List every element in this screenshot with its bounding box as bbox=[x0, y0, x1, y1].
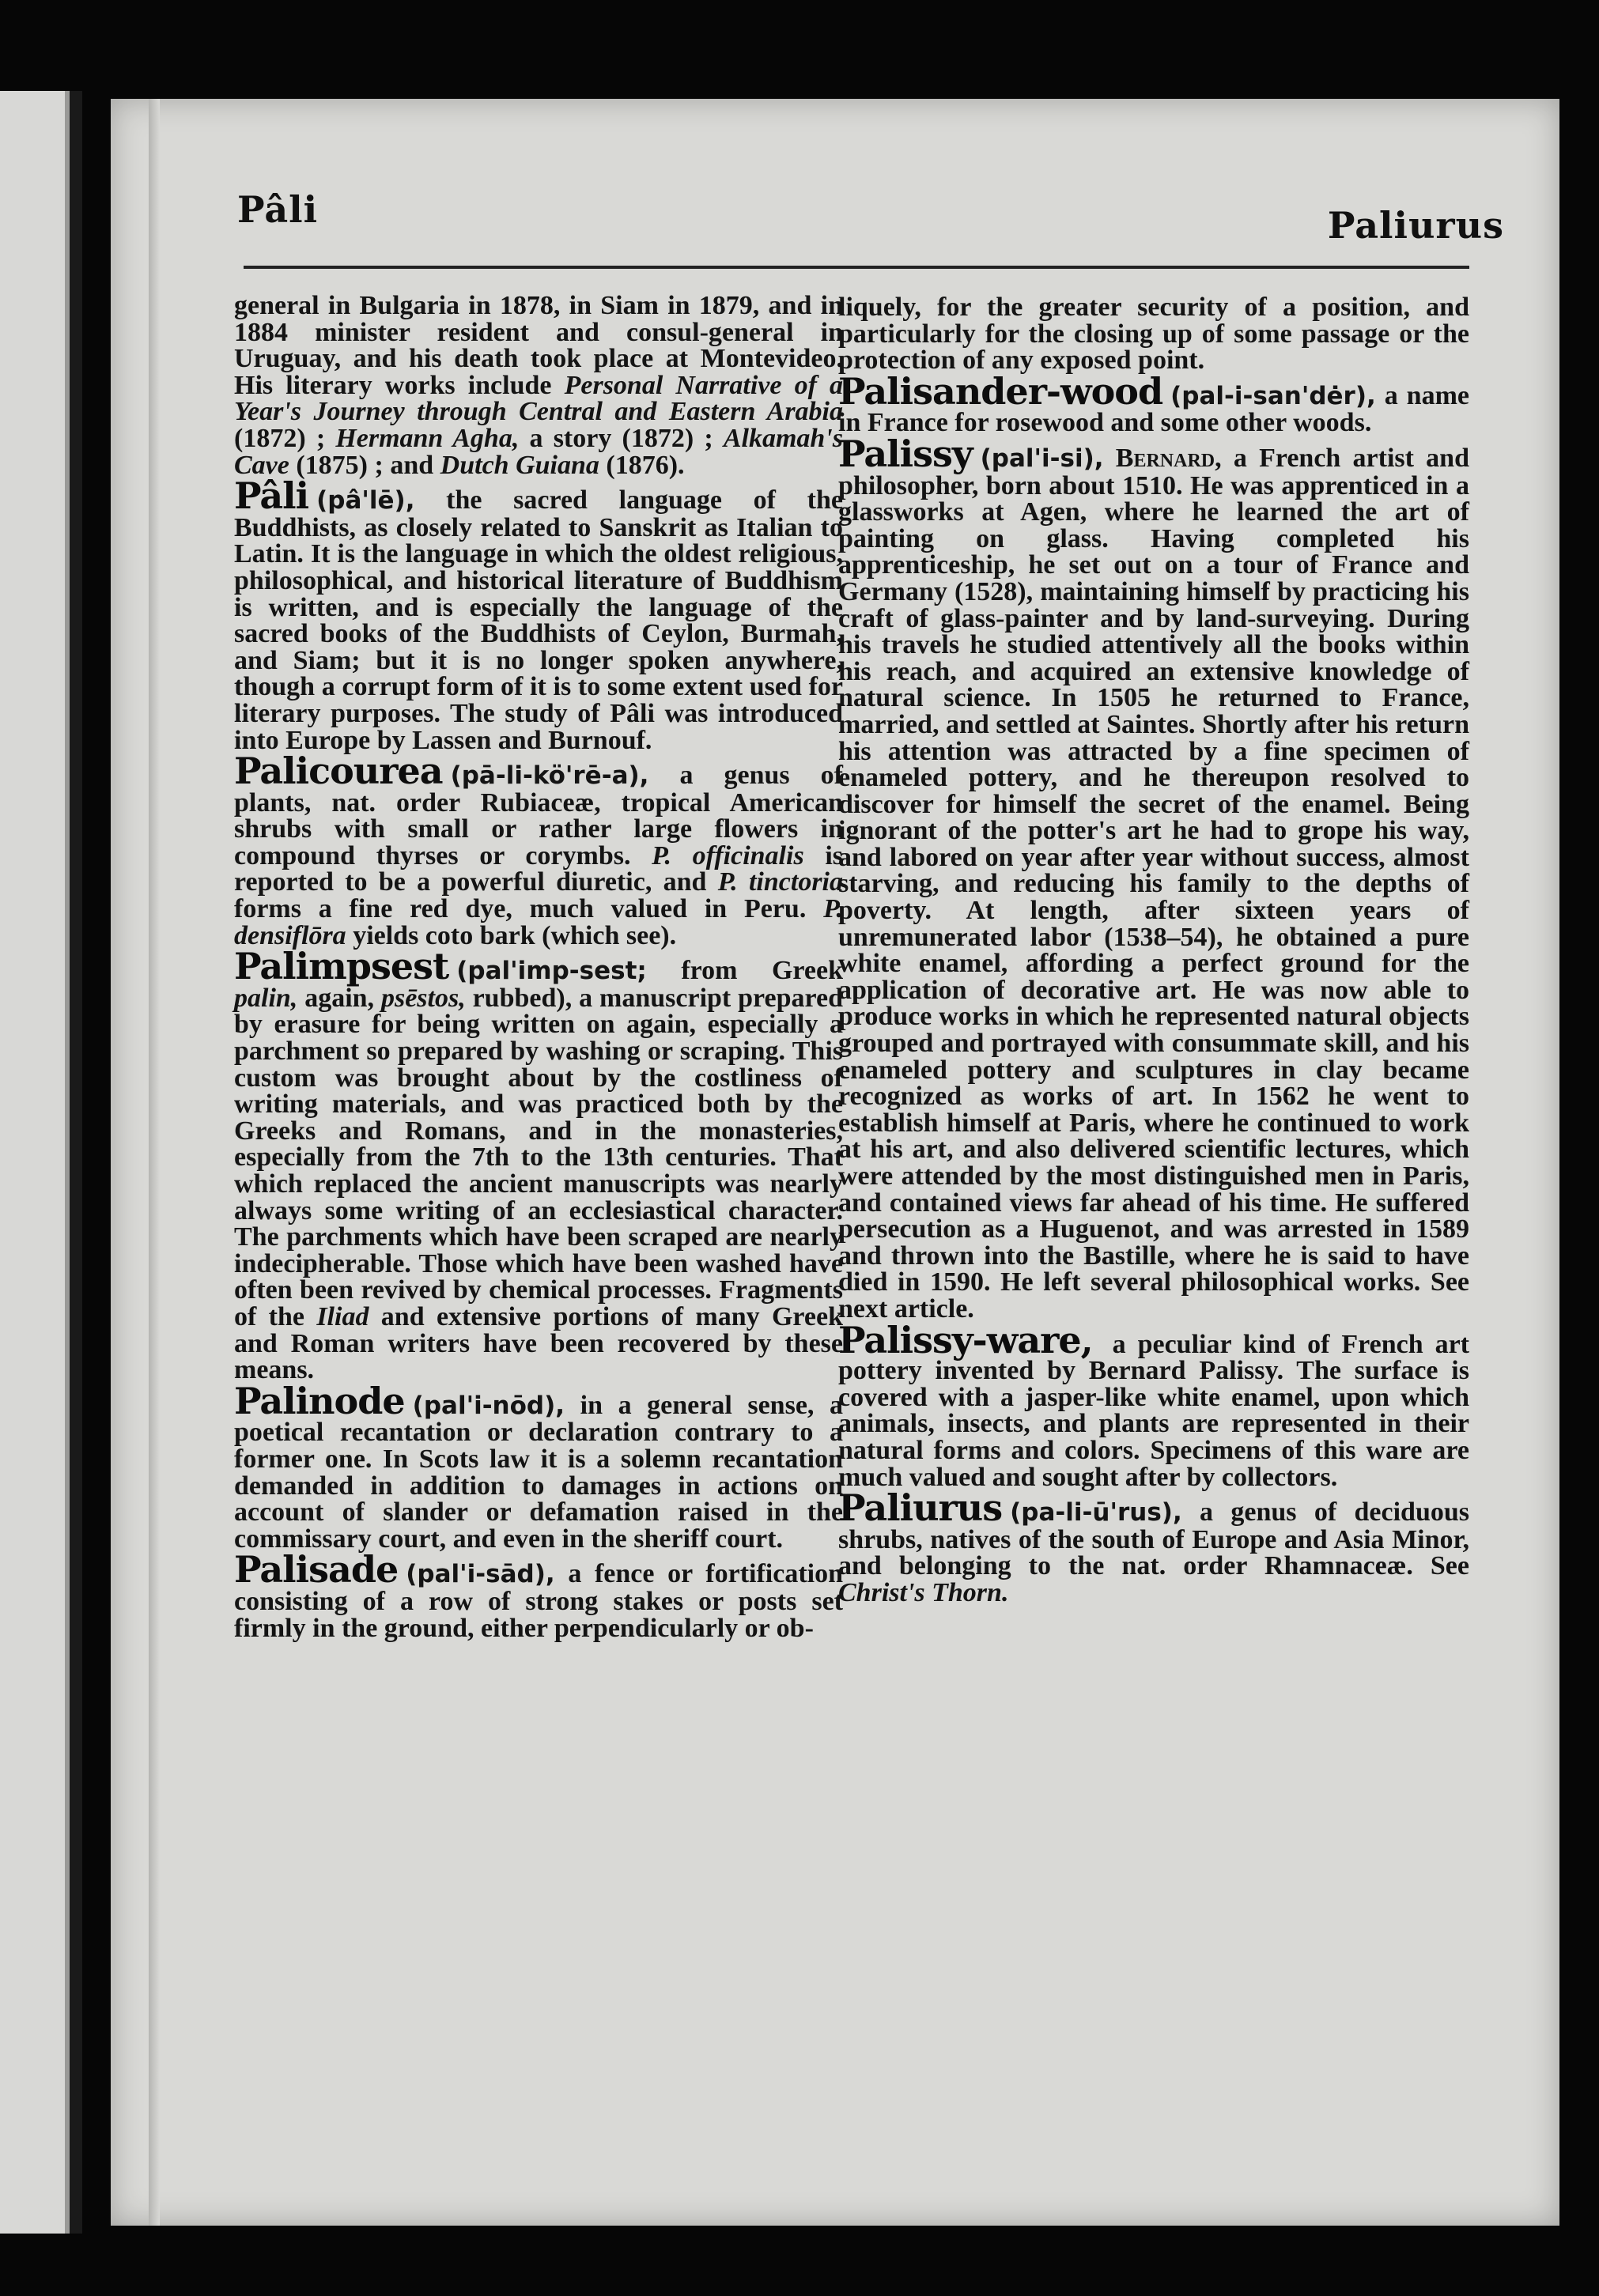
definition: a name in France for rosewood and some other woods. bbox=[838, 380, 1469, 438]
entry-text: general in Bulgaria in 1878, in Siam in 1879, and in 1884 minister resident and consul-general in Uruguay, and his death took place at Montevideo. His literary works include bbox=[234, 291, 843, 400]
entry-palisander-wood bbox=[838, 369, 1469, 438]
definition: forms a fine red dye, much valued in Peru. bbox=[234, 894, 824, 924]
entry-palimpsest bbox=[234, 945, 844, 1385]
entry-palissy bbox=[838, 432, 1469, 1324]
pronunciation: (pâ'lē), bbox=[316, 486, 415, 515]
definition: and extensive portions of many Greek and Roman writers have been recovered by these means. bbox=[234, 1301, 843, 1385]
entry-palinode bbox=[234, 1379, 843, 1554]
entry-continuation bbox=[838, 294, 1469, 374]
greek-word: psēstos, bbox=[380, 983, 466, 1013]
entry-palisade bbox=[234, 1548, 843, 1643]
headword: Palimpsest bbox=[234, 945, 449, 988]
greek-word: palin, bbox=[234, 983, 298, 1013]
entry-palicourea bbox=[234, 750, 844, 950]
italic-title: Dutch Guiana bbox=[440, 450, 599, 480]
definition: is reported to be a powerful diuretic, and bbox=[234, 840, 844, 897]
entry-text: (1872) ; bbox=[234, 423, 336, 453]
right-column bbox=[838, 294, 1469, 1607]
entry-palissy-ware bbox=[838, 1318, 1469, 1492]
headword: Palinode bbox=[234, 1379, 405, 1422]
headword: Palisade bbox=[234, 1548, 399, 1592]
left-column bbox=[234, 293, 843, 1641]
book-spine bbox=[70, 91, 82, 2234]
species-name: P. tinctoria bbox=[717, 867, 844, 897]
italic-title: Alkamah's Cave bbox=[234, 423, 843, 480]
definition: a genus of deciduous shrubs, natives of the south of Europe and Asia Minor, and belonging to the nat. order Rhamnaceæ. See bbox=[838, 1497, 1469, 1581]
previous-page-edge bbox=[0, 91, 70, 2234]
italic-title: Personal Narrative of a Year's Journey through Central and Eastern Arabia bbox=[234, 370, 844, 427]
given-name: Bernard, bbox=[1115, 443, 1222, 473]
entry-continuation bbox=[234, 293, 843, 478]
definition: from Greek bbox=[646, 956, 843, 986]
entry-text: (1875) ; and bbox=[289, 450, 440, 480]
headword: Pâli bbox=[234, 474, 309, 518]
headword: Palissy bbox=[838, 432, 973, 475]
definition: in a general sense, a poetical recantation or declaration contrary to a former one. In Scots law it is a solemn recantation demanded in addition to damages in actions on account of slander or defamation raised in the commissary court, and even in the sheriff court. bbox=[234, 1390, 843, 1554]
headword: Paliurus bbox=[838, 1486, 1003, 1530]
entry-pali bbox=[234, 474, 843, 755]
headword: Palissy-ware, bbox=[838, 1318, 1093, 1361]
species-name: P. densiflōra bbox=[234, 894, 843, 950]
italic-title: Iliad bbox=[316, 1301, 369, 1331]
cross-reference: Christ's Thorn. bbox=[838, 1577, 1009, 1607]
species-name: P. officinalis bbox=[652, 840, 804, 870]
headword: Palicourea bbox=[234, 750, 443, 793]
guide-word-left: Pâli bbox=[237, 188, 319, 231]
entry-text: (1876). bbox=[599, 450, 685, 480]
entry-paliurus bbox=[838, 1486, 1469, 1607]
definition: a French artist and philosopher, born about 1510. He was apprenticed in a glassworks at Agen, where he learned the art of painting on glass. Having completed his apprenticeship, he set out on a tour of France and Germany (1528), maintaining himself by practicing his craft of glass-painter and by land-surveying. During his travels he studied attentively all the books within his reach, and acquired an extensive knowledge of natural science. In 1505 he returned to France, married, and settled at Saintes. Shortly after his return his attention was attracted by a fine specimen of enameled pottery, and he thereupon resolved to discover for himself the secret of the enamel. Being ignorant of the potter's art he had to grope his way, and labored on year after year without success, almost starving, and reducing his family to the depths of poverty. At length, after sixteen years of unremunerated labor (1538–54), he obtained a pure white enamel, affording a perfect ground for the application of decorative art. He was now able to produce works in which he represented natural objects grouped and portrayed with consummate skill, and his enameled pottery and sculptures in clay became recognized as works of art. In 1562 he went to establish himself at Paris, where he continued to work at his art, and also delivered scientific lectures, which were attended by the most distinguished men in Paris, and contained views far ahead of his time. He suffered persecution as a Huguenot, and was arrested in 1589 and thrown into the Bastille, where he is said to have died in 1590. He left several philosophical works. See next article. bbox=[838, 443, 1469, 1324]
headword: Palisander-wood bbox=[838, 369, 1163, 413]
definition: liquely, for the greater security of a position, and particularly for the closing up of some passage or the protection of any exposed point. bbox=[838, 293, 1469, 376]
definition: a fence or fortification consisting of a row of strong stakes or posts set firmly in the ground, either perpendicularly or ob- bbox=[234, 1559, 843, 1643]
pronunciation: (pā-li-kö'rē-a), bbox=[450, 761, 649, 791]
definition: a peculiar kind of French art pottery invented by Bernard Palissy. The surface is covered with a jasper-like white enamel, upon which animals, insects, and plants are represented in their natural forms and colors. Specimens of this ware are much valued and sought after by collectors. bbox=[838, 1329, 1469, 1492]
definition: the sacred language of the Buddhists, as closely related to Sanskrit as Italian to Latin. It is the language in which the oldest religious, philosophical, and historical literature of Buddhism is written, and is especially the language of the sacred books of the Buddhists of Ceylon, Burmah, and Siam; but it is no longer spoken anywhere, though a corrupt form of it is to some extent used for literary purposes. The study of Pâli was introduced into Europe by Lassen and Burnouf. bbox=[234, 485, 843, 755]
entry-text: a story (1872) ; bbox=[519, 423, 724, 453]
definition: again, bbox=[297, 983, 381, 1013]
definition: yields coto bark (which see). bbox=[346, 920, 677, 950]
italic-title: Hermann Agha, bbox=[335, 423, 520, 453]
pronunciation: (pa-li-ū'rus), bbox=[1010, 1498, 1182, 1528]
pronunciation: (pal'i-sād), bbox=[406, 1560, 555, 1589]
pronunciation: (pal-i-san'dėr), bbox=[1170, 381, 1376, 410]
pronunciation: (pal'i-nōd), bbox=[412, 1391, 565, 1420]
pronunciation: (pal'imp-sest; bbox=[456, 957, 647, 986]
definition: a genus of plants, nat. order Rubiaceæ, tropical American shrubs with small or rather large flowers in compound thyrses or corymbs. bbox=[234, 761, 843, 870]
guide-word-right: Paliurus bbox=[1327, 204, 1504, 247]
page-fold bbox=[149, 99, 160, 2226]
pronunciation: (pal'i-si), bbox=[980, 444, 1104, 473]
definition: rubbed), a manuscript prepared by erasure for being written on again, especially a parchment so prepared by washing or scraping. This custom was brought about by the costliness of writing materials, and was practiced both by the Greeks and Romans, and in the monasteries, especially from the 7th to the 13th centuries. That which replaced the ancient manuscripts was nearly always some writing of an ecclesiastical character. The parchments which have been scraped are nearly indecipherable. Those which have been washed have often been revived by chemical processes. Fragments of the bbox=[234, 983, 844, 1331]
header-rule bbox=[244, 266, 1469, 269]
